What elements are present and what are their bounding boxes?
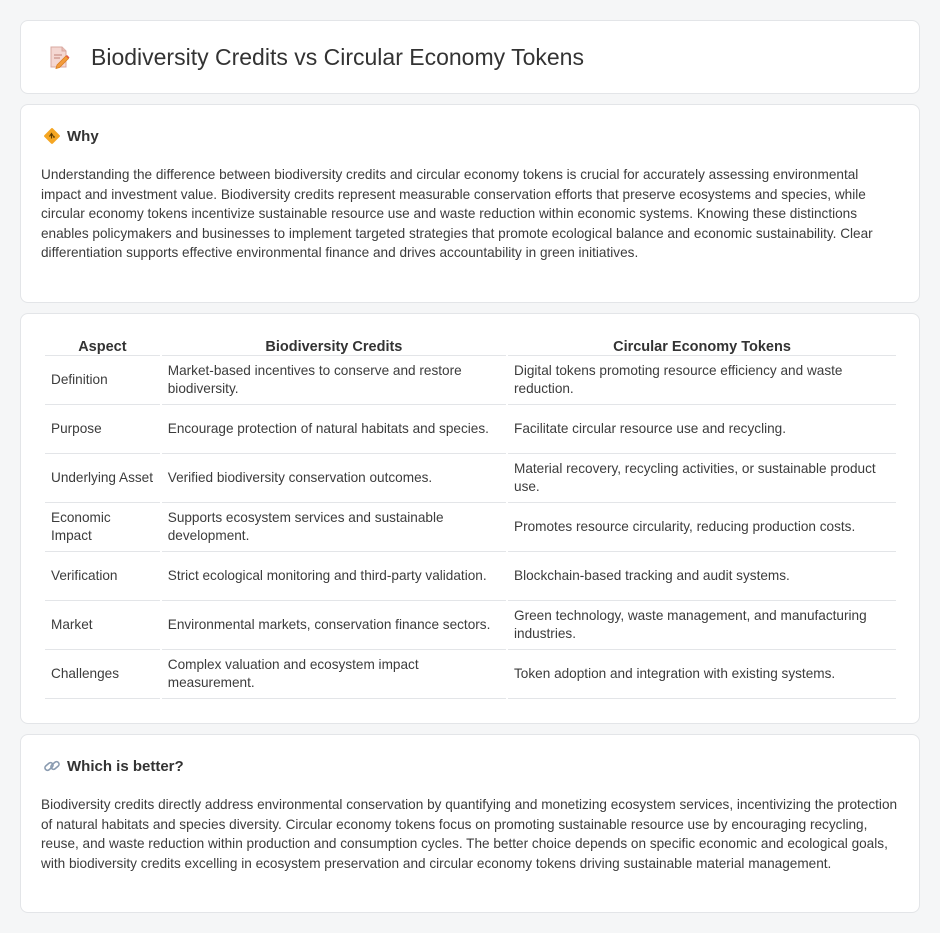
better-heading-row	[43, 757, 184, 775]
row-aspect: Economic Impact	[45, 503, 160, 552]
row-aspect: Challenges	[45, 650, 160, 699]
row-aspect: Verification	[45, 552, 160, 601]
column-header-aspect: Aspect	[45, 336, 160, 356]
which-is-better-section	[20, 734, 920, 913]
table-row	[45, 454, 896, 503]
row-biodiversity-value: Environmental markets, conservation finance sectors.	[162, 601, 506, 650]
why-heading: Why	[67, 127, 99, 145]
better-heading: Which is better?	[67, 757, 184, 775]
comparison-table	[43, 336, 898, 699]
column-header-biodiversity: Biodiversity Credits	[162, 336, 506, 356]
table-row	[45, 356, 896, 405]
row-biodiversity-value: Verified biodiversity conservation outcomes.	[162, 454, 506, 503]
row-circular-value: Blockchain-based tracking and audit systems.	[508, 552, 896, 601]
row-aspect: Purpose	[45, 405, 160, 454]
row-biodiversity-value: Encourage protection of natural habitats and species.	[162, 405, 506, 454]
table-row	[45, 405, 896, 454]
link-icon	[43, 757, 61, 775]
table-row	[45, 650, 896, 699]
row-circular-value: Green technology, waste management, and manufacturing industries.	[508, 601, 896, 650]
row-aspect: Market	[45, 601, 160, 650]
row-circular-value: Promotes resource circularity, reducing production costs.	[508, 503, 896, 552]
table-header-row	[45, 336, 896, 356]
why-section	[20, 104, 920, 303]
row-biodiversity-value: Strict ecological monitoring and third-party validation.	[162, 552, 506, 601]
column-header-circular: Circular Economy Tokens	[508, 336, 896, 356]
row-circular-value: Digital tokens promoting resource efficiency and waste reduction.	[508, 356, 896, 405]
table-row	[45, 601, 896, 650]
better-text: Biodiversity credits directly address environmental conservation by quantifying and monetizing ecosystem services, incentivizing the protection of natural habitats and species diversity. Circular economy tokens focus on promoting sustainable resource use by encouraging recycling, reuse, and waste reduction within production and consumption cycles. The better choice depends on specific economic and ecological goals, with biodiversity credits excelling in ecosystem preservation and circular economy tokens driving sustainable material management.	[41, 797, 898, 871]
why-heading-row	[43, 127, 99, 145]
table-row	[45, 503, 896, 552]
document-pencil-icon	[47, 45, 71, 69]
row-biodiversity-value: Complex valuation and ecosystem impact measurement.	[162, 650, 506, 699]
row-aspect: Underlying Asset	[45, 454, 160, 503]
comparison-card	[20, 313, 920, 724]
row-circular-value: Token adoption and integration with existing systems.	[508, 650, 896, 699]
why-text: Understanding the difference between biodiversity credits and circular economy tokens is crucial for accurately assessing environmental impact and investment value. Biodiversity credits represent measurable conservation efforts that preserve ecosystems and species, while circular economy tokens incentivize sustainable resource use and waste reduction within economic systems. Knowing these distinctions enables policymakers and businesses to implement targeted strategies that promote ecological balance and economic sustainability. Clear differentiation supports effective environmental finance and drives accountability in green initiatives.	[41, 167, 873, 260]
row-circular-value: Material recovery, recycling activities, or sustainable product use.	[508, 454, 896, 503]
row-biodiversity-value: Supports ecosystem services and sustainable development.	[162, 503, 506, 552]
row-circular-value: Facilitate circular resource use and recycling.	[508, 405, 896, 454]
row-aspect: Definition	[45, 356, 160, 405]
title-card	[20, 20, 920, 94]
page-title: Biodiversity Credits vs Circular Economy Tokens	[91, 43, 584, 70]
diamond-sign-icon	[43, 127, 61, 145]
row-biodiversity-value: Market-based incentives to conserve and restore biodiversity.	[162, 356, 506, 405]
table-row	[45, 552, 896, 601]
